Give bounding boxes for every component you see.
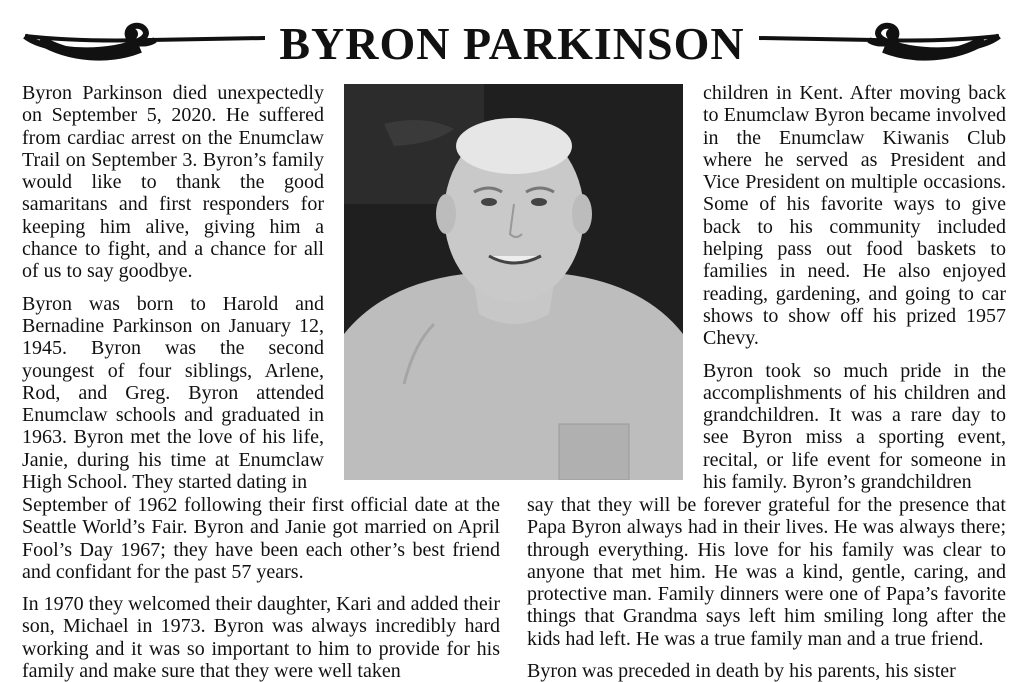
scroll-ornament-right-icon bbox=[759, 18, 1004, 68]
page-title: BYRON PARKINSON bbox=[279, 18, 745, 69]
right-column bbox=[703, 82, 1006, 503]
paragraph-grandchildren: say that they will be forever grateful for the presence that Papa Byron always had in their lives. He was always there; through everything. His love for his family was clear to anyone that met him. He was a kind, gentle, caring, and protective man. Family dinners were one of Papa’s favorite things that Grandma says left him smiling long after the kids had left. He was a true family man and a true friend. bbox=[527, 494, 1006, 650]
paragraph-family-pride: Byron took so much pride in the accomplishments of his children and grandchildren. It was a rare day to see Byron miss a sporting event, recital, or life event for someone in his family. Byron’s grandchildren bbox=[703, 359, 1006, 494]
portrait-icon bbox=[344, 84, 683, 480]
paragraph-community: children in Kent. After moving back to Enumclaw Byron became involved in the Enumclaw Kiwanis Club where he served as President and Vice President on multiple occasions. Some of his favorite ways to give back to his community included helping pass out food baskets to families in need. He also enjoyed reading, gardening, and going to car shows to show off his prized 1957 Chevy. bbox=[703, 82, 1006, 350]
portrait-photo bbox=[344, 84, 683, 480]
bottom-right-column bbox=[527, 494, 1006, 682]
paragraph-marriage: September of 1962 following their first official date at the Seattle World’s Fair. Byron and Janie got married on April Fool’s Day 1967; they have been each other’s best friend and confidant for the past 57 years. bbox=[22, 494, 500, 583]
bottom-left-column bbox=[22, 494, 500, 682]
left-column bbox=[22, 82, 324, 503]
paragraph-death-notice: Byron Parkinson died unexpectedly on September 5, 2020. He suffered from cardiac arrest on the Enumclaw Trail on September 3. Byron’s family would like to thank the good samaritans and first responders for keeping him alive, giving him a chance to fight, and a chance for all of us to say goodbye. bbox=[22, 82, 324, 283]
paragraph-children: In 1970 they welcomed their daughter, Kari and added their son, Michael in 1973. Byron was always incredibly hard working and it was so important to him to provide for his family and make sure that they were well taken bbox=[22, 593, 500, 682]
header bbox=[0, 0, 1024, 80]
paragraph-early-life: Byron was born to Harold and Bernadine Parkinson on January 12, 1945. Byron was the second youngest of four siblings, Arlene, Rod, and Greg. Byron attended Enumclaw schools and graduated in 1963. Byron met the love of his life, Janie, during his time at Enumclaw High School. They started dating in bbox=[22, 292, 324, 494]
paragraph-preceded: Byron was preceded in death by his parents, his sister bbox=[527, 660, 956, 682]
